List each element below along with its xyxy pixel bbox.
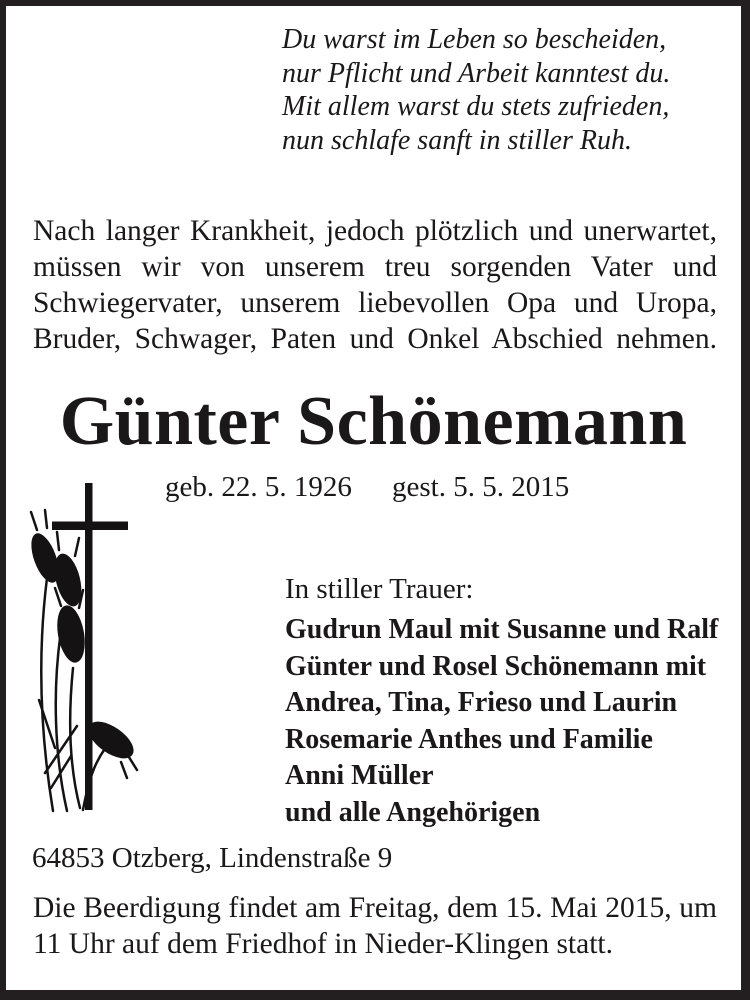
funeral-announcement <box>33 890 717 962</box>
announcement-line: müssen wir von unserem treu sorgenden Vater und <box>33 251 717 283</box>
mourner-line: Andrea, Tina, Frieso und Laurin <box>285 687 678 718</box>
memorial-poem <box>282 23 670 157</box>
mourner-line: und alle Angehörigen <box>285 796 541 828</box>
mourner-line: Gudrun Maul mit Susanne und Ralf <box>285 614 719 645</box>
announcement-line: Bruder, Schwager, Paten und Onkel Abschied nehmen. <box>33 323 717 355</box>
mourning-heading: In stiller Trauer: <box>285 573 474 605</box>
deceased-name: Günter Schönemann <box>59 383 688 460</box>
mourners-list <box>285 612 718 831</box>
poem-line: Du warst im Leben so bescheiden, <box>282 24 667 55</box>
announcement-line: Nach langer Krankheit, jedoch plötzlich und unerwartet, <box>33 215 717 247</box>
funeral-line: 11 Uhr auf dem Friedhof in Nieder-Klingen statt. <box>33 928 613 960</box>
announcement-paragraph <box>33 213 717 357</box>
announcement-line: Schwiegervater, unserem liebevollen Opa und Uropa, <box>33 287 717 319</box>
poem-line: nur Pflicht und Arbeit kanntest du. <box>282 57 671 89</box>
mourner-line: Rosemarie Anthes und Familie <box>285 723 653 755</box>
poem-line: nun schlafe sanft in stiller Ruh. <box>282 124 632 156</box>
mourner-line: Günter und Rosel Schönemann mit <box>285 650 707 682</box>
death-date: gest. 5. 5. 2015 <box>392 471 570 503</box>
address-line: 64853 Otzberg, Lindenstraße 9 <box>32 842 393 874</box>
birth-date: geb. 22. 5. 1926 <box>165 471 352 503</box>
poem-line: Mit allem warst du stets zufrieden, <box>282 91 670 122</box>
cross-with-wheat-icon <box>25 478 140 818</box>
funeral-line: Die Beerdigung findet am Freitag, dem 15. Mai 2015, um <box>33 892 717 924</box>
mourner-line: Anni Müller <box>285 760 434 791</box>
